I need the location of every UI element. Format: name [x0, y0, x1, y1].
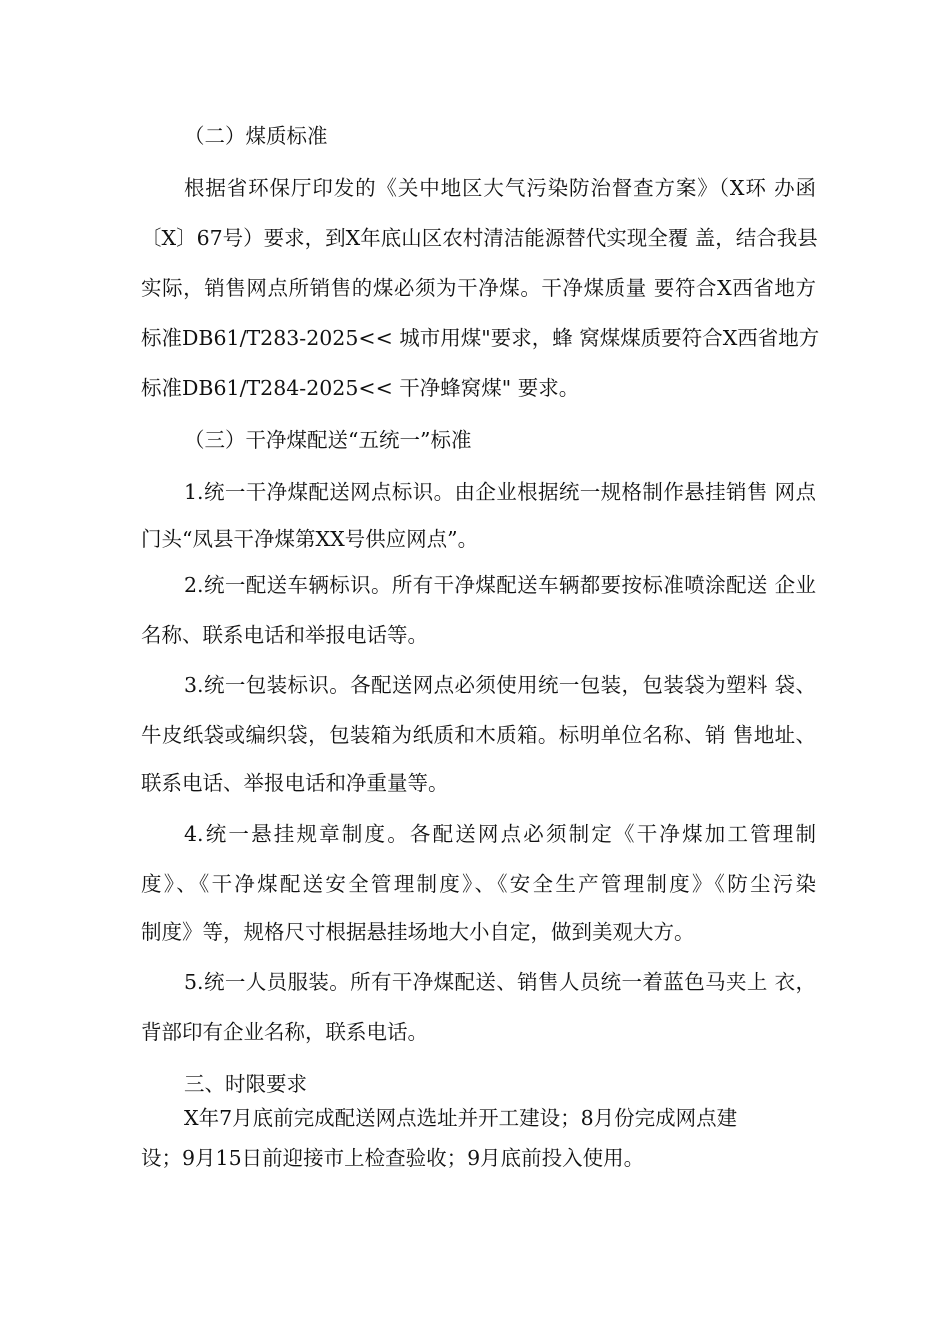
paragraph-line: X年7月底前完成配送网点选址并开工建设；8月份完成网点建	[184, 1106, 738, 1130]
paragraph-line: 制度》等，规格尺寸根据悬挂场地大小自定，做到美观大方。	[141, 920, 695, 944]
section-heading-five-unified: （三）干净煤配送“五统一”标准	[184, 428, 472, 452]
section-heading-coal-quality: （二）煤质标准	[184, 124, 328, 148]
paragraph-line: 1.统一干净煤配送网点标识。由企业根据统一规格制作悬挂销售 网点	[184, 480, 816, 504]
paragraph-line: 4.统一悬挂规章制度。各配送网点必须制定《干净煤加工管理制	[184, 822, 816, 846]
paragraph-line: 度》、《干净煤配送安全管理制度》、《安全生产管理制度》《防尘污染	[141, 872, 816, 896]
paragraph-line: 2.统一配送车辆标识。所有干净煤配送车辆都要按标准喷涂配送 企业	[184, 573, 816, 597]
paragraph-line: 实际，销售网点所销售的煤必须为干净煤。干净煤质量 要符合X西省地方	[141, 276, 816, 300]
paragraph-line: 3.统一包装标识。各配送网点必须使用统一包装，包装袋为塑料 袋、	[184, 673, 816, 697]
paragraph-line: 设；9月15日前迎接市上检查验收；9月底前投入使用。	[141, 1146, 645, 1170]
paragraph-line: 根据省环保厅印发的《关中地区大气污染防治督查方案》（X环 办函	[184, 176, 816, 200]
section-heading-time-limit: 三、时限要求	[184, 1072, 307, 1096]
paragraph-line: 标准DB61/T283-2025<< 城市用煤"要求，蜂 窝煤煤质要符合X西省地方	[141, 326, 820, 350]
paragraph-line: 名称、联系电话和举报电话等。	[141, 623, 428, 647]
paragraph-line: 背部印有企业名称，联系电话。	[141, 1020, 428, 1044]
paragraph-line: 标准DB61/T284-2025<< 干净蜂窝煤" 要求。	[141, 376, 580, 400]
paragraph-line: 5.统一人员服装。所有干净煤配送、销售人员统一着蓝色马夹上 衣，	[184, 970, 816, 994]
paragraph-line: 联系电话、举报电话和净重量等。	[141, 771, 449, 795]
paragraph-line: 〔X〕67号）要求，到X年底山区农村清洁能源替代实现全覆 盖，结合我县	[141, 226, 818, 250]
paragraph-line: 门头“凤县干净煤第XX号供应网点”。	[141, 527, 479, 551]
paragraph-line: 牛皮纸袋或编织袋，包装箱为纸质和木质箱。标明单位名称、销 售地址、	[141, 723, 816, 747]
